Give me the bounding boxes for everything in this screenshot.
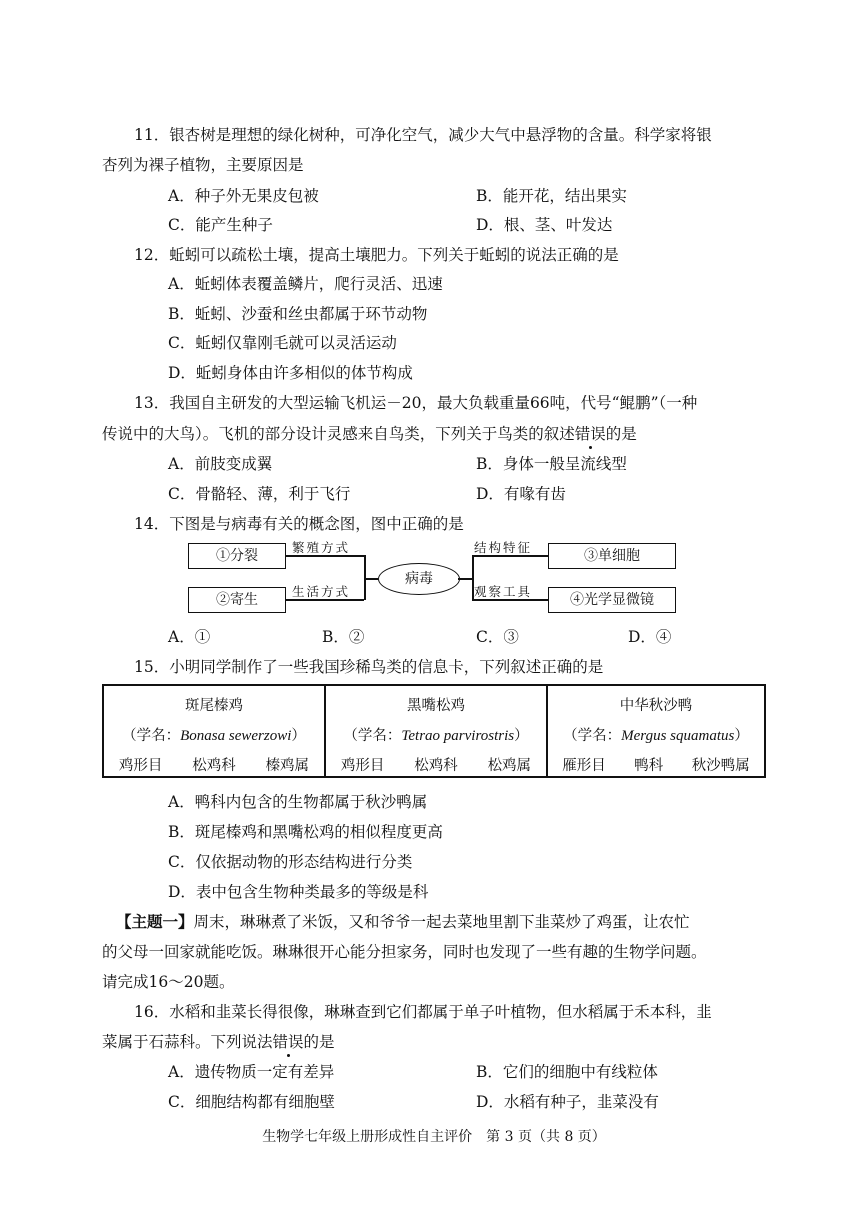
q13-option-b: B．身体一般呈流线型 xyxy=(476,455,627,473)
q15-option-c: C．仅依据动物的形态结构进行分类 xyxy=(168,853,413,871)
q13-stem-line1: 13．我国自主研发的大型运输飞机运－20，最大负载重量66吨，代号“鲲鹏”（一种 xyxy=(134,394,698,412)
q11-stem-line2: 杏列为裸子植物，主要原因是 xyxy=(102,156,304,174)
label-lifestyle: 生活方式 xyxy=(292,584,351,599)
card-common-name: 中华秋沙鸭 xyxy=(619,698,693,714)
q13-option-a: A．前肢变成翼 xyxy=(168,455,273,473)
q16-stem-line2: 菜属于石蒜科。下列说法错误的是 xyxy=(102,1030,335,1052)
q16-option-a: A．遗传物质一定有差异 xyxy=(168,1063,335,1081)
q13-option-d: D．有喙有齿 xyxy=(476,485,566,503)
virus-center-node: 病毒 xyxy=(378,563,460,595)
theme-intro-line3: 请完成16～20题。 xyxy=(102,973,235,991)
q16-option-d: D．水稻有种子，韭菜没有 xyxy=(476,1093,659,1111)
q14-stem: 14．下图是与病毒有关的概念图，图中正确的是 xyxy=(134,515,464,533)
q13-emphasis-wrong: 错误 xyxy=(575,422,606,444)
info-card xyxy=(326,686,546,776)
theme-intro-line1: 【主题一】周末，琳琳煮了米饭，又和爷爷一起去菜地里割下韭菜炒了鸡蛋，让农忙 xyxy=(116,912,690,931)
q16-option-b: B．它们的细胞中有线粒体 xyxy=(476,1063,658,1081)
q11-option-c: C．能产生种子 xyxy=(168,216,273,234)
card-scientific-name: （学名：Bonasa sewerzowi） xyxy=(122,728,306,744)
info-card xyxy=(104,686,324,776)
q13-option-c: C．骨骼轻、薄，利于飞行 xyxy=(168,485,351,503)
q14-option-a: A．① xyxy=(168,628,211,646)
q15-option-d: D．表中包含生物种类最多的等级是科 xyxy=(168,883,429,901)
connector-line xyxy=(364,578,378,580)
card-common-name: 斑尾榛鸡 xyxy=(185,698,243,714)
q14-option-d: D．④ xyxy=(628,628,672,646)
q14-option-c: C．③ xyxy=(476,628,519,646)
card-common-name: 黑嘴松鸡 xyxy=(407,698,465,714)
card-taxonomy: 雁形目 鸭科 秋沙鸭属 xyxy=(562,758,750,774)
connector-line xyxy=(458,578,472,580)
q11-option-a: A．种子外无果皮包被 xyxy=(168,187,319,205)
q15-option-b: B．斑尾榛鸡和黑嘴松鸡的相似程度更高 xyxy=(168,823,443,841)
q12-option-a: A．蚯蚓体表覆盖鳞片，爬行灵活、迅速 xyxy=(168,275,443,293)
bird-info-cards xyxy=(102,684,766,778)
q11-option-d: D．根、茎、叶发达 xyxy=(476,216,613,234)
q12-option-c: C．蚯蚓仅靠刚毛就可以灵活运动 xyxy=(168,334,397,352)
box-parasitism: ②寄生 xyxy=(188,587,286,613)
q12-stem: 12．蚯蚓可以疏松土壤，提高土壤肥力。下列关于蚯蚓的说法正确的是 xyxy=(134,246,619,264)
card-taxonomy: 鸡形目 松鸡科 榛鸡属 xyxy=(118,758,310,774)
box-division: ①分裂 xyxy=(188,543,286,569)
page-footer: 生物学七年级上册形成性自主评价 第 3 页（共 8 页） xyxy=(262,1129,606,1145)
card-scientific-name: （学名：Mergus squamatus） xyxy=(563,728,749,744)
label-reproduction: 繁殖方式 xyxy=(292,540,351,555)
q12-option-d: D．蚯蚓身体由许多相似的体节构成 xyxy=(168,364,413,382)
info-card xyxy=(548,686,764,776)
q15-stem: 15．小明同学制作了一些我国珍稀鸟类的信息卡，下列叙述正确的是 xyxy=(134,658,604,676)
q11-stem-line1: 11．银杏树是理想的绿化树种，可净化空气，减少大气中悬浮物的含量。科学家将银 xyxy=(134,126,712,144)
q16-option-c: C．细胞结构都有细胞壁 xyxy=(168,1093,335,1111)
label-structure: 结构特征 xyxy=(474,540,533,555)
q13-stem-line2: 传说中的大鸟）。飞机的部分设计灵感来自鸟类，下列关于鸟类的叙述错误的是 xyxy=(102,422,637,444)
q15-option-a: A．鸭科内包含的生物都属于秋沙鸭属 xyxy=(168,793,428,811)
theme-intro-line2: 的父母一回家就能吃饭。琳琳很开心能分担家务，同时也发现了一些有趣的生物学问题。 xyxy=(102,943,707,961)
q16-emphasis-wrong: 错误 xyxy=(273,1030,304,1052)
q12-option-b: B．蚯蚓、沙蚕和丝虫都属于环节动物 xyxy=(168,305,428,323)
box-optical-microscope: ④光学显微镜 xyxy=(548,587,676,613)
q16-stem-line1: 16．水稻和韭菜长得很像，琳琳查到它们都属于单子叶植物，但水稻属于禾本科，韭 xyxy=(134,1003,712,1021)
box-single-cell: ③单细胞 xyxy=(548,543,676,569)
label-observation-tool: 观察工具 xyxy=(474,584,533,599)
card-scientific-name: （学名：Tetrao parvirostris） xyxy=(343,728,529,744)
theme-tag: 【主题一】 xyxy=(116,912,194,931)
card-taxonomy: 鸡形目 松鸡科 松鸡属 xyxy=(340,758,532,774)
q14-option-b: B．② xyxy=(322,628,365,646)
q11-option-b: B．能开花，结出果实 xyxy=(476,187,627,205)
